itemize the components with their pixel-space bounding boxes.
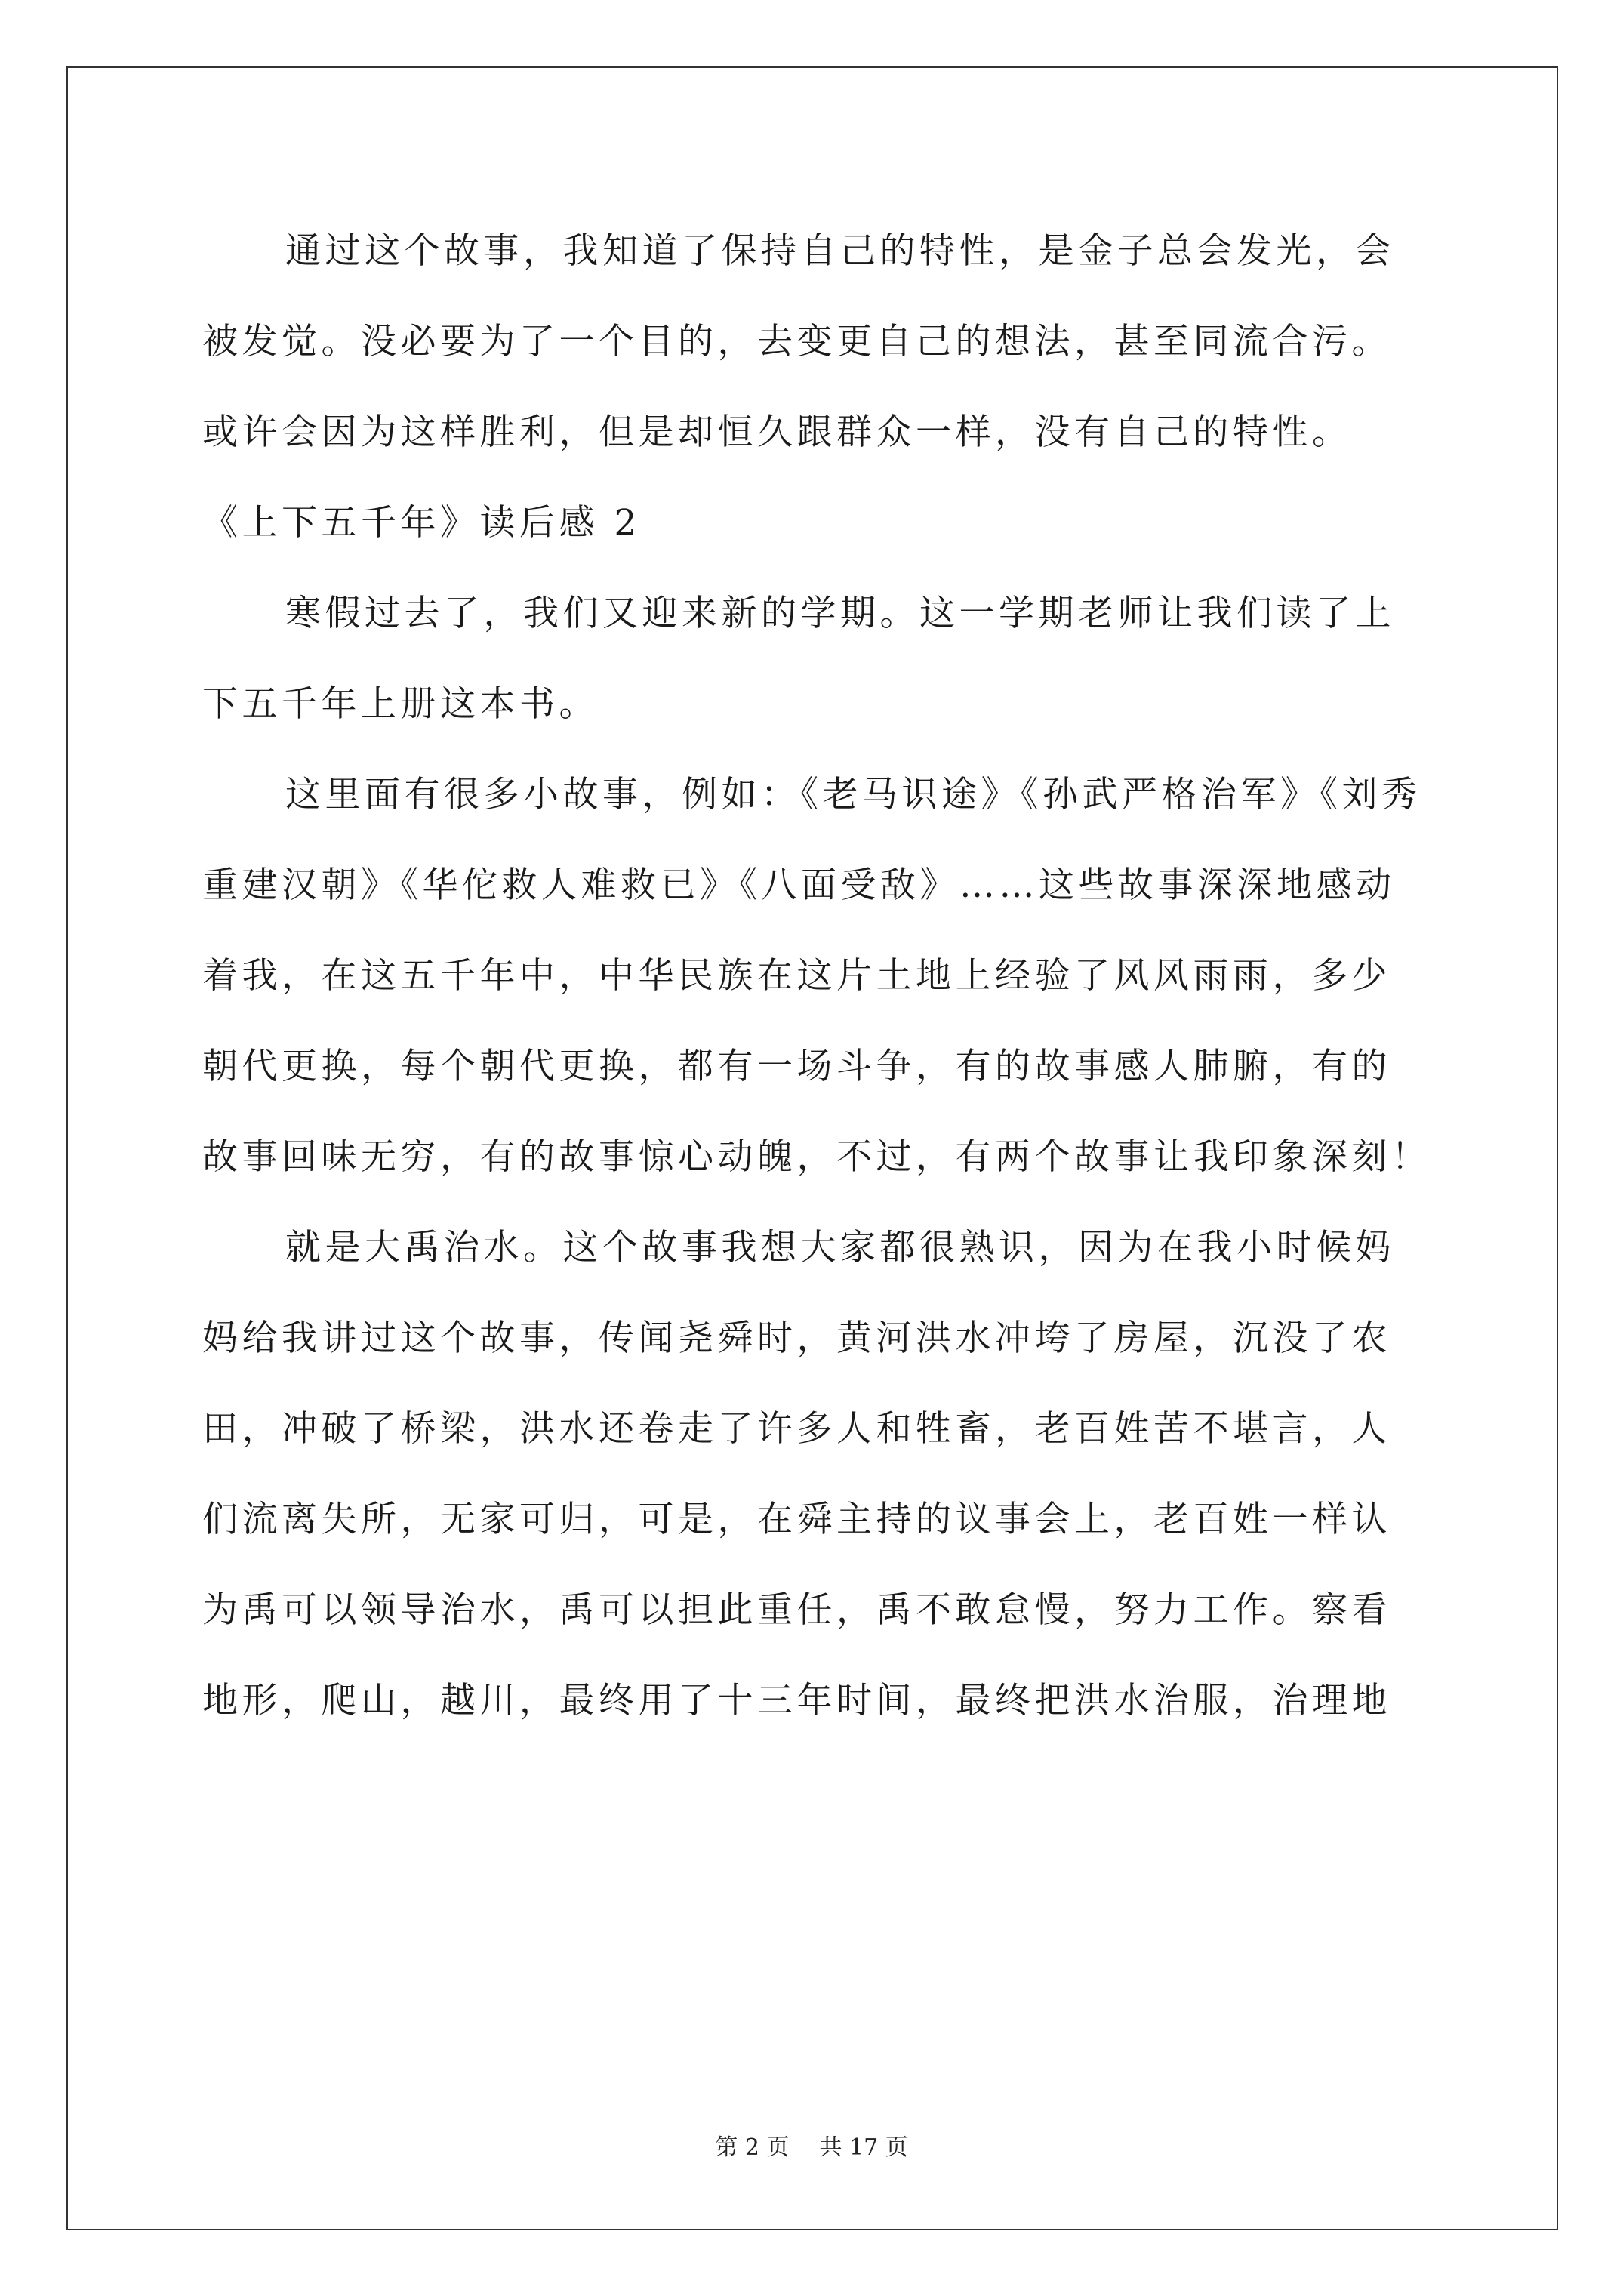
paragraph-line: 通过这个故事，我知道了保持自己的特性，是金子总会发光，会 (285, 230, 1395, 272)
paragraph-line: 着我，在这五千年中，中华民族在这片土地上经验了风风雨雨，多少 (202, 955, 1391, 997)
paragraph-line: 妈给我讲过这个故事，传闻尧舜时，黄河洪水冲垮了房屋，沉没了农 (202, 1318, 1391, 1359)
paragraph-line: 就是大禹治水。这个故事我想大家都很熟识，因为在我小时候妈 (285, 1227, 1395, 1268)
paragraph-line: 下五千年上册这本书。 (202, 683, 599, 725)
paragraph-line: 寒假过去了，我们又迎来新的学期。这一学期老师让我们读了上 (285, 593, 1395, 634)
paragraph-line: 田，冲破了桥梁，洪水还卷走了许多人和牲畜，老百姓苦不堪言，人 (202, 1408, 1391, 1450)
paragraph-line: 重建汉朝》《华佗救人难救已》《八面受敌》……这些故事深深地感动 (202, 864, 1396, 906)
paragraph-line: 这里面有很多小故事，例如：《老马识途》《孙武严格治军》《刘秀 (285, 774, 1421, 815)
paragraph-line: 地形，爬山，越川，最终用了十三年时间，最终把洪水治服，治理地 (202, 1680, 1391, 1721)
page-total: 共 17 页 (819, 2134, 908, 2161)
page-number: 第 2 页 (715, 2134, 790, 2161)
paragraph-line: 们流离失所，无家可归，可是，在舜主持的议事会上，老百姓一样认 (202, 1499, 1391, 1540)
paragraph-line: 朝代更换，每个朝代更换，都有一场斗争，有的故事感人肺腑，有的 (202, 1046, 1391, 1087)
paragraph-line: 故事回味无穷，有的故事惊心动魄，不过，有两个故事让我印象深刻！ (202, 1136, 1431, 1178)
section-heading: 《上下五千年》读后感 2 (202, 502, 641, 544)
page-footer (0, 2133, 1623, 2163)
paragraph-line: 为禹可以领导治水，禹可以担此重任，禹不敢怠慢，努力工作。察看 (202, 1589, 1391, 1631)
paragraph-line: 被发觉。没必要为了一个目的，去变更自己的想法，甚至同流合污。 (202, 321, 1391, 362)
paragraph-line: 或许会因为这样胜利，但是却恒久跟群众一样，没有自己的特性。 (202, 411, 1352, 453)
